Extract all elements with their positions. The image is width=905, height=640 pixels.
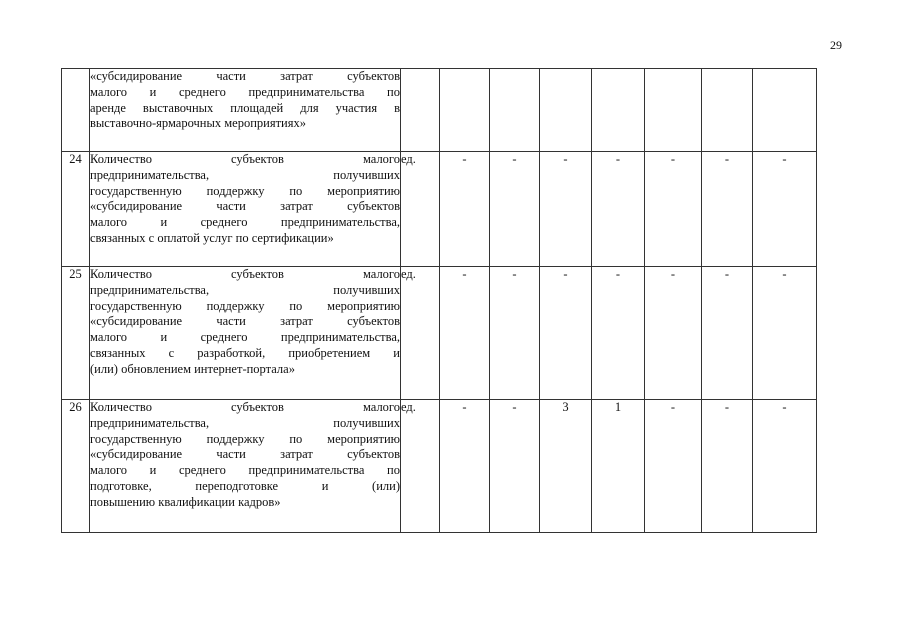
description-line: «субсидирование части затрат субъектов: [90, 69, 400, 83]
value-cell: -: [592, 267, 645, 400]
value-cell: 3: [540, 400, 592, 533]
table-row: [62, 267, 817, 400]
description-line: Количество субъектов малого: [90, 152, 400, 166]
description-line: «субсидирование части затрат субъектов: [90, 199, 400, 214]
value-cell: -: [592, 152, 645, 267]
table-row: [62, 400, 817, 533]
description-line: предпринимательства, получивших: [90, 167, 400, 182]
value-cell: [592, 69, 645, 152]
row-number-cell: 26: [62, 400, 90, 533]
value-cell: -: [540, 267, 592, 400]
value-cell: -: [702, 400, 753, 533]
value-cell: -: [753, 267, 817, 400]
row-unit-cell: ед.: [401, 400, 440, 533]
description-line: государственную поддержку по мероприятию: [90, 431, 400, 446]
table-row: [62, 152, 817, 267]
value-cell: -: [645, 267, 702, 400]
value-cell: [540, 69, 592, 152]
description-line: «субсидирование части затрат субъектов: [90, 314, 400, 329]
value-cell: [440, 69, 490, 152]
indicator-table: [61, 68, 817, 533]
value-cell: -: [702, 152, 753, 267]
row-number-cell: 24: [62, 152, 90, 267]
table-row: [62, 69, 817, 152]
row-description-cell: [90, 400, 401, 533]
description-line: выставочно-ярмарочных мероприятиях»: [90, 116, 306, 131]
description-line: аренде выставочных площадей для участия в: [90, 100, 400, 115]
row-unit-cell: ед.: [401, 267, 440, 400]
description-line: предпринимательства, получивших: [90, 415, 400, 430]
value-cell: -: [440, 152, 490, 267]
row-unit-cell: ед.: [401, 152, 440, 267]
description-line: малого и среднего предпринимательства,: [90, 330, 400, 345]
description-line: повышению квалификации кадров»: [90, 494, 281, 509]
page-number: 29: [830, 38, 842, 52]
value-cell: -: [753, 400, 817, 533]
value-cell: [753, 69, 817, 152]
description-line: Количество субъектов малого: [90, 400, 400, 414]
description-line: Количество субъектов малого: [90, 267, 400, 281]
value-cell: -: [490, 152, 540, 267]
row-number-cell: 25: [62, 267, 90, 400]
value-cell: 1: [592, 400, 645, 533]
description-line: связанных с разработкой, приобретением и: [90, 345, 400, 360]
value-cell: -: [490, 267, 540, 400]
description-line: малого и среднего предпринимательства по: [90, 84, 400, 99]
table-body: [62, 69, 817, 533]
value-cell: [645, 69, 702, 152]
value-cell: -: [490, 400, 540, 533]
value-cell: [490, 69, 540, 152]
value-cell: [702, 69, 753, 152]
description-line: предпринимательства, получивших: [90, 282, 400, 297]
description-line: малого и среднего предпринимательства,: [90, 215, 400, 230]
row-unit-cell: [401, 69, 440, 152]
value-cell: -: [440, 400, 490, 533]
description-line: государственную поддержку по мероприятию: [90, 298, 400, 313]
value-cell: -: [540, 152, 592, 267]
description-line: «субсидирование части затрат субъектов: [90, 447, 400, 462]
row-number-cell: [62, 69, 90, 152]
value-cell: -: [440, 267, 490, 400]
value-cell: -: [753, 152, 817, 267]
description-line: (или) обновлением интернет-портала»: [90, 361, 295, 376]
row-description-cell: [90, 152, 401, 267]
value-cell: -: [645, 152, 702, 267]
row-description-cell: [90, 69, 401, 152]
value-cell: -: [702, 267, 753, 400]
description-line: подготовке, переподготовке и (или): [90, 478, 400, 493]
description-line: связанных с оплатой услуг по сертификации»: [90, 230, 334, 245]
description-line: малого и среднего предпринимательства по: [90, 463, 400, 478]
value-cell: -: [645, 400, 702, 533]
row-description-cell: [90, 267, 401, 400]
description-line: государственную поддержку по мероприятию: [90, 183, 400, 198]
